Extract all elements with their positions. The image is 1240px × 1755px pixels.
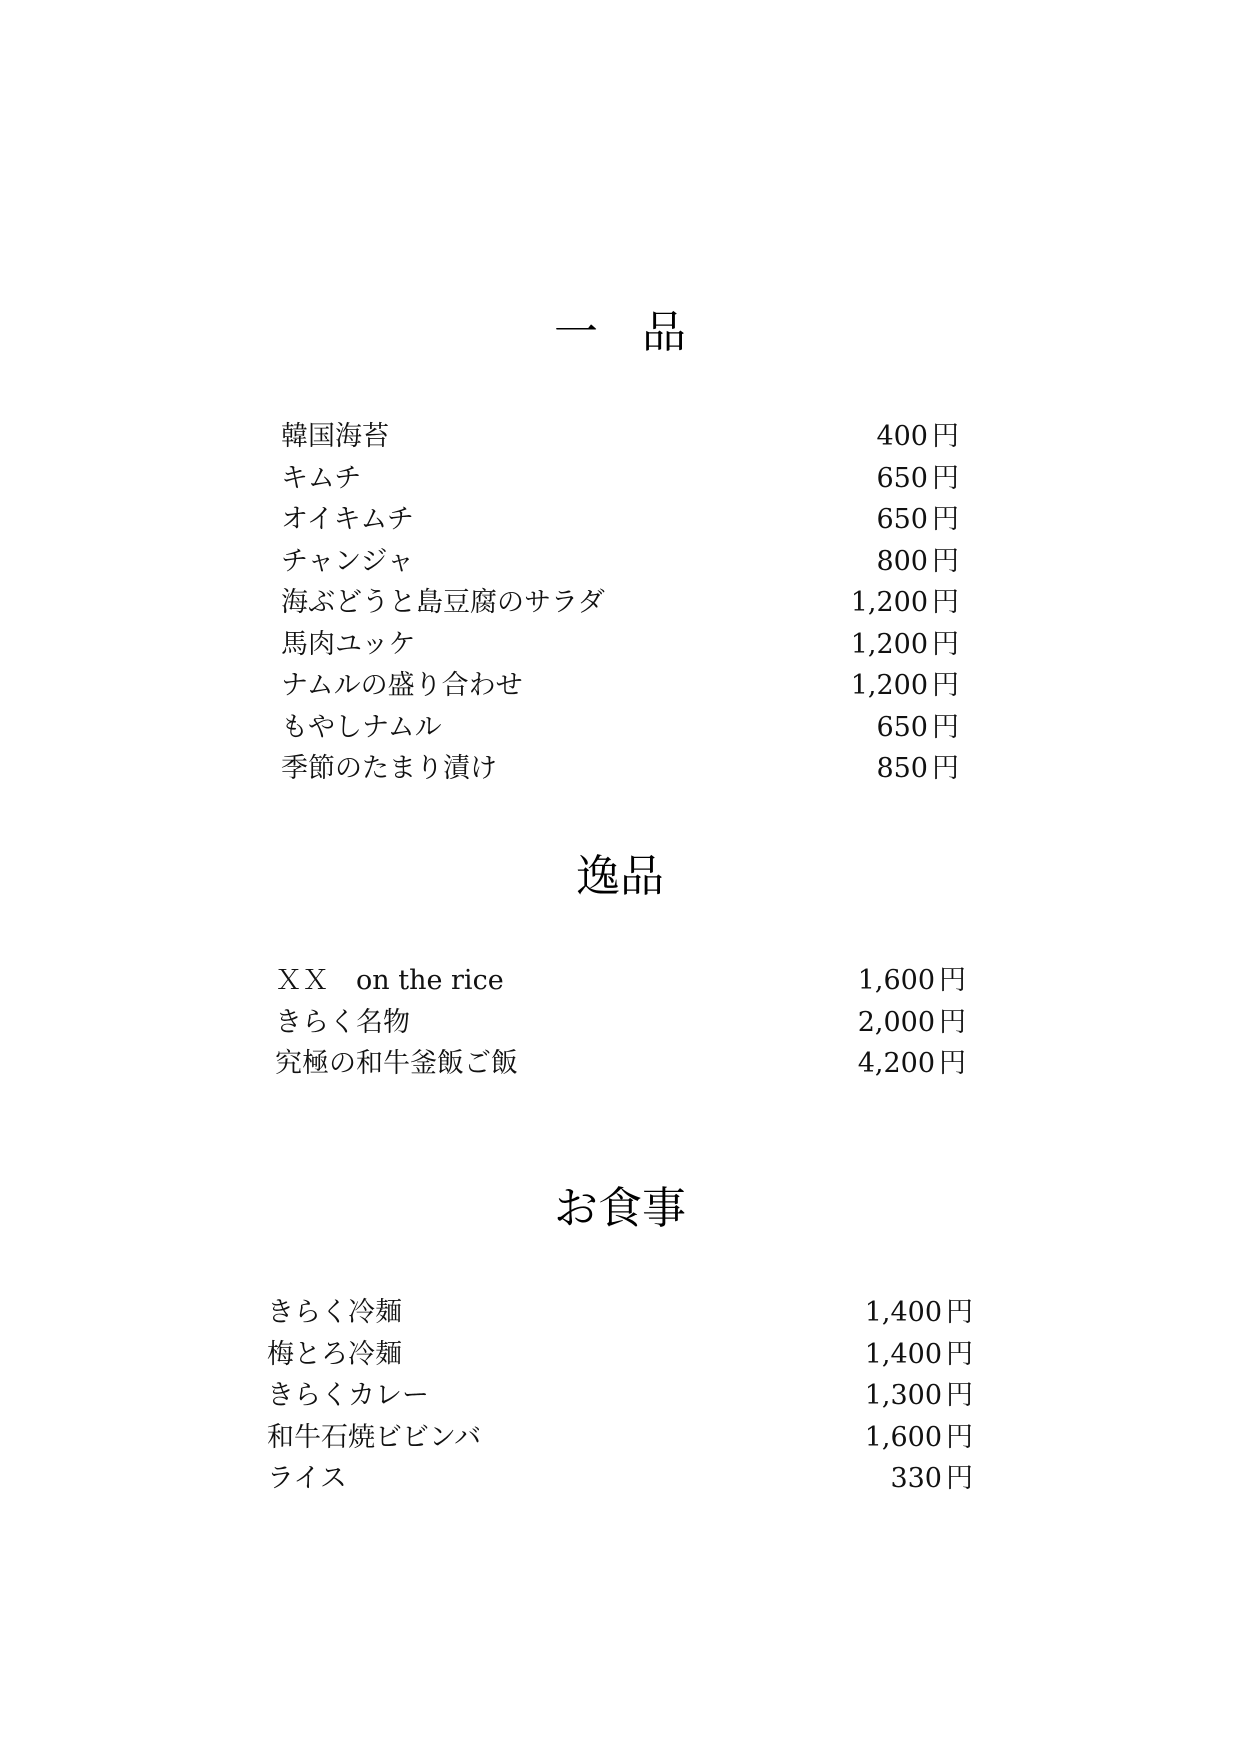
item-name: 海ぶどうと島豆腐のサラダ <box>281 587 605 618</box>
price-value: 1,600 <box>857 965 935 996</box>
price-unit: 円 <box>932 670 959 701</box>
item-price <box>876 748 959 790</box>
price-value: 1,200 <box>850 670 928 701</box>
item-name: 馬肉ユッケ <box>281 628 416 660</box>
menu-item <box>275 1002 966 1044</box>
price-value: 650 <box>876 504 928 535</box>
item-name: オイキムチ <box>281 504 414 535</box>
price-unit: 円 <box>946 1297 973 1328</box>
item-name: ＸＸ on the rice <box>275 965 504 996</box>
menu-list-meals <box>267 1292 973 1500</box>
price-unit: 円 <box>939 1006 966 1038</box>
item-price <box>876 541 959 583</box>
price-value: 850 <box>876 753 928 784</box>
item-price <box>865 1417 973 1459</box>
item-price <box>865 1292 973 1334</box>
item-name: もやしナムル <box>281 711 442 743</box>
menu-item <box>267 1334 973 1376</box>
menu-item <box>281 541 959 583</box>
price-value: 1,300 <box>864 1380 942 1411</box>
item-price <box>851 665 959 707</box>
item-name: 究極の和牛釜飯ご飯 <box>275 1048 518 1079</box>
item-name: チャンジャ <box>281 545 414 577</box>
price-unit: 円 <box>939 965 966 996</box>
menu-item <box>267 1458 973 1500</box>
price-value: 1,200 <box>850 628 928 660</box>
item-price <box>851 624 959 666</box>
item-name: きらく名物 <box>275 1006 410 1038</box>
price-unit: 円 <box>932 711 959 743</box>
item-price <box>858 1043 966 1085</box>
item-price <box>876 416 959 458</box>
item-name: 韓国海苔 <box>281 421 389 452</box>
price-value: 2,000 <box>857 1006 935 1038</box>
price-value: 1,400 <box>864 1338 942 1370</box>
price-unit: 円 <box>946 1380 973 1411</box>
item-price <box>858 960 966 1002</box>
item-price <box>858 1002 966 1044</box>
price-value: 1,400 <box>864 1297 942 1328</box>
price-unit: 円 <box>932 421 959 452</box>
section-title-meals: お食事 <box>554 1183 686 1234</box>
menu-item <box>281 748 959 790</box>
item-price <box>876 707 959 749</box>
price-unit: 円 <box>932 628 959 660</box>
price-value: 400 <box>876 421 928 452</box>
menu-item <box>267 1292 973 1334</box>
item-name: きらくカレー <box>267 1380 429 1411</box>
price-unit: 円 <box>932 587 959 618</box>
section-title-ippin-special: 逸品 <box>576 851 664 902</box>
item-price <box>890 1458 973 1500</box>
menu-list-special <box>275 960 966 1085</box>
price-value: 650 <box>876 711 928 743</box>
price-unit: 円 <box>932 504 959 535</box>
menu-item <box>281 582 959 624</box>
price-unit: 円 <box>939 1048 966 1079</box>
item-name: ナムルの盛り合わせ <box>281 670 523 701</box>
menu-item <box>275 1043 966 1085</box>
item-name: 梅とろ冷麺 <box>267 1338 402 1370</box>
price-value: 1,600 <box>864 1421 942 1453</box>
menu-item <box>281 665 959 707</box>
item-name: キムチ <box>281 462 362 494</box>
menu-list-ippin <box>281 416 959 790</box>
price-value: 800 <box>876 545 928 577</box>
menu-item <box>281 499 959 541</box>
item-price <box>865 1375 973 1417</box>
menu-item <box>281 707 959 749</box>
menu-item <box>267 1375 973 1417</box>
section-title-ippin: 一 品 <box>554 307 686 358</box>
menu-item <box>281 416 959 458</box>
price-value: 330 <box>890 1463 942 1494</box>
price-unit: 円 <box>946 1338 973 1370</box>
price-unit: 円 <box>932 462 959 494</box>
item-price <box>876 499 959 541</box>
price-value: 4,200 <box>857 1048 935 1079</box>
menu-item <box>281 624 959 666</box>
price-unit: 円 <box>932 753 959 784</box>
menu-item <box>281 458 959 500</box>
item-price <box>876 458 959 500</box>
item-price <box>865 1334 973 1376</box>
item-name: きらく冷麺 <box>267 1297 402 1328</box>
price-value: 1,200 <box>850 587 928 618</box>
item-name: ライス <box>267 1463 347 1494</box>
item-name: 季節のたまり漬け <box>281 753 497 784</box>
price-unit: 円 <box>946 1463 973 1494</box>
item-price <box>851 582 959 624</box>
item-name: 和牛石焼ビビンバ <box>267 1421 482 1453</box>
price-unit: 円 <box>932 545 959 577</box>
price-value: 650 <box>876 462 928 494</box>
price-unit: 円 <box>946 1421 973 1453</box>
menu-item <box>267 1417 973 1459</box>
menu-item <box>275 960 966 1002</box>
